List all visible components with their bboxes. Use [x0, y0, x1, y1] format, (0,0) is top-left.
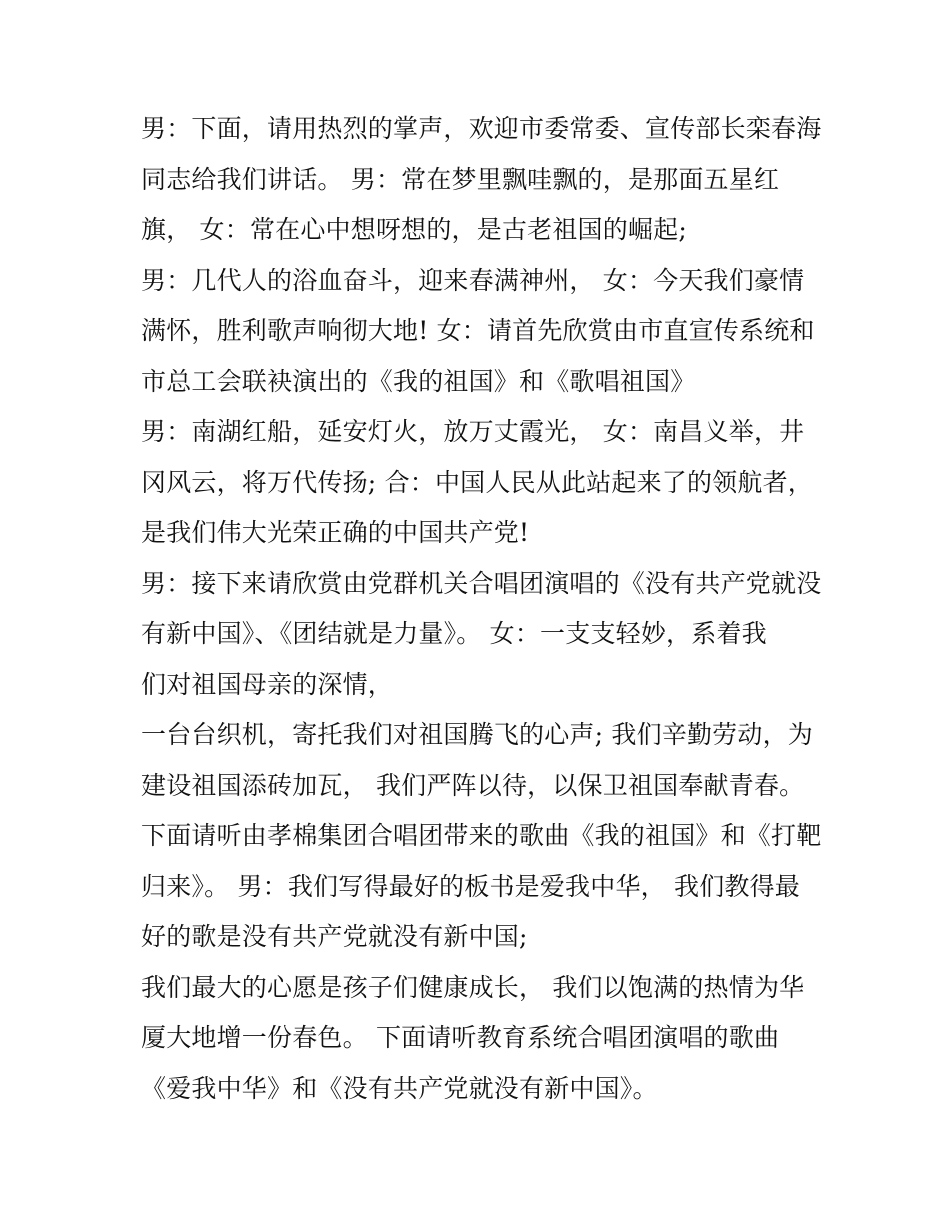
text-line: 旗， 女：常在心中想呀想的，是古老祖国的崛起;: [141, 215, 687, 244]
text-line: 满怀，胜利歌声响彻大地! 女：请首先欣赏由市直宣传系统和: [141, 316, 815, 345]
text-line: 建设祖国添砖加瓦， 我们严阵以待，以保卫祖国奉献青春。: [141, 770, 805, 800]
text-line: 冈风云，将万代传扬; 合：中国人民从此站起来了的领航者，: [141, 467, 813, 497]
text-line: 厦大地增一份春色。 下面请听教育系统合唱团演唱的歌曲: [141, 1023, 780, 1052]
text-line: 一台台织机，寄托我们对祖国腾飞的心声; 我们辛勤劳动，为: [141, 720, 813, 749]
text-line: 男：几代人的浴血奋斗，迎来春满神州， 女：今天我们豪情: [141, 265, 805, 295]
text-line: 们对祖国母亲的深情，: [141, 669, 394, 699]
text-line: 男：下面，请用热烈的掌声，欢迎市委常委、宣传部长栾春海: [141, 114, 822, 143]
text-line: 有新中国》、《团结就是力量》。 女：一支支轻妙，系着我: [141, 619, 767, 648]
text-line: 归来》。 男：我们写得最好的板书是爱我中华， 我们教得最: [141, 871, 800, 901]
text-line: 我们最大的心愿是孩子们健康成长， 我们以饱满的热情为华: [141, 972, 805, 1002]
text-line: 男：接下来请欣赏由党群机关合唱团演唱的《没有共产党就没: [141, 568, 822, 598]
document-body: [141, 104, 831, 1114]
text-line: 市总工会联袂演出的《我的祖国》和《歌唱祖国》: [141, 366, 696, 396]
text-line: 男：南湖红船，延安灯火，放万丈霞光， 女：南昌义举，井: [141, 417, 805, 446]
text-line: 是我们伟大光荣正确的中国共产党!: [141, 518, 530, 547]
text-line: 好的歌是没有共产党就没有新中国;: [141, 922, 528, 951]
text-line: 下面请听由孝棉集团合唱团带来的歌曲《我的祖国》和《打靶: [141, 821, 822, 850]
text-line: 《爱我中华》和《没有共产党就没有新中国》。: [141, 1073, 658, 1103]
text-line: 同志给我们讲话。 男：常在梦里飘哇飘的，是那面五星红: [141, 164, 780, 194]
